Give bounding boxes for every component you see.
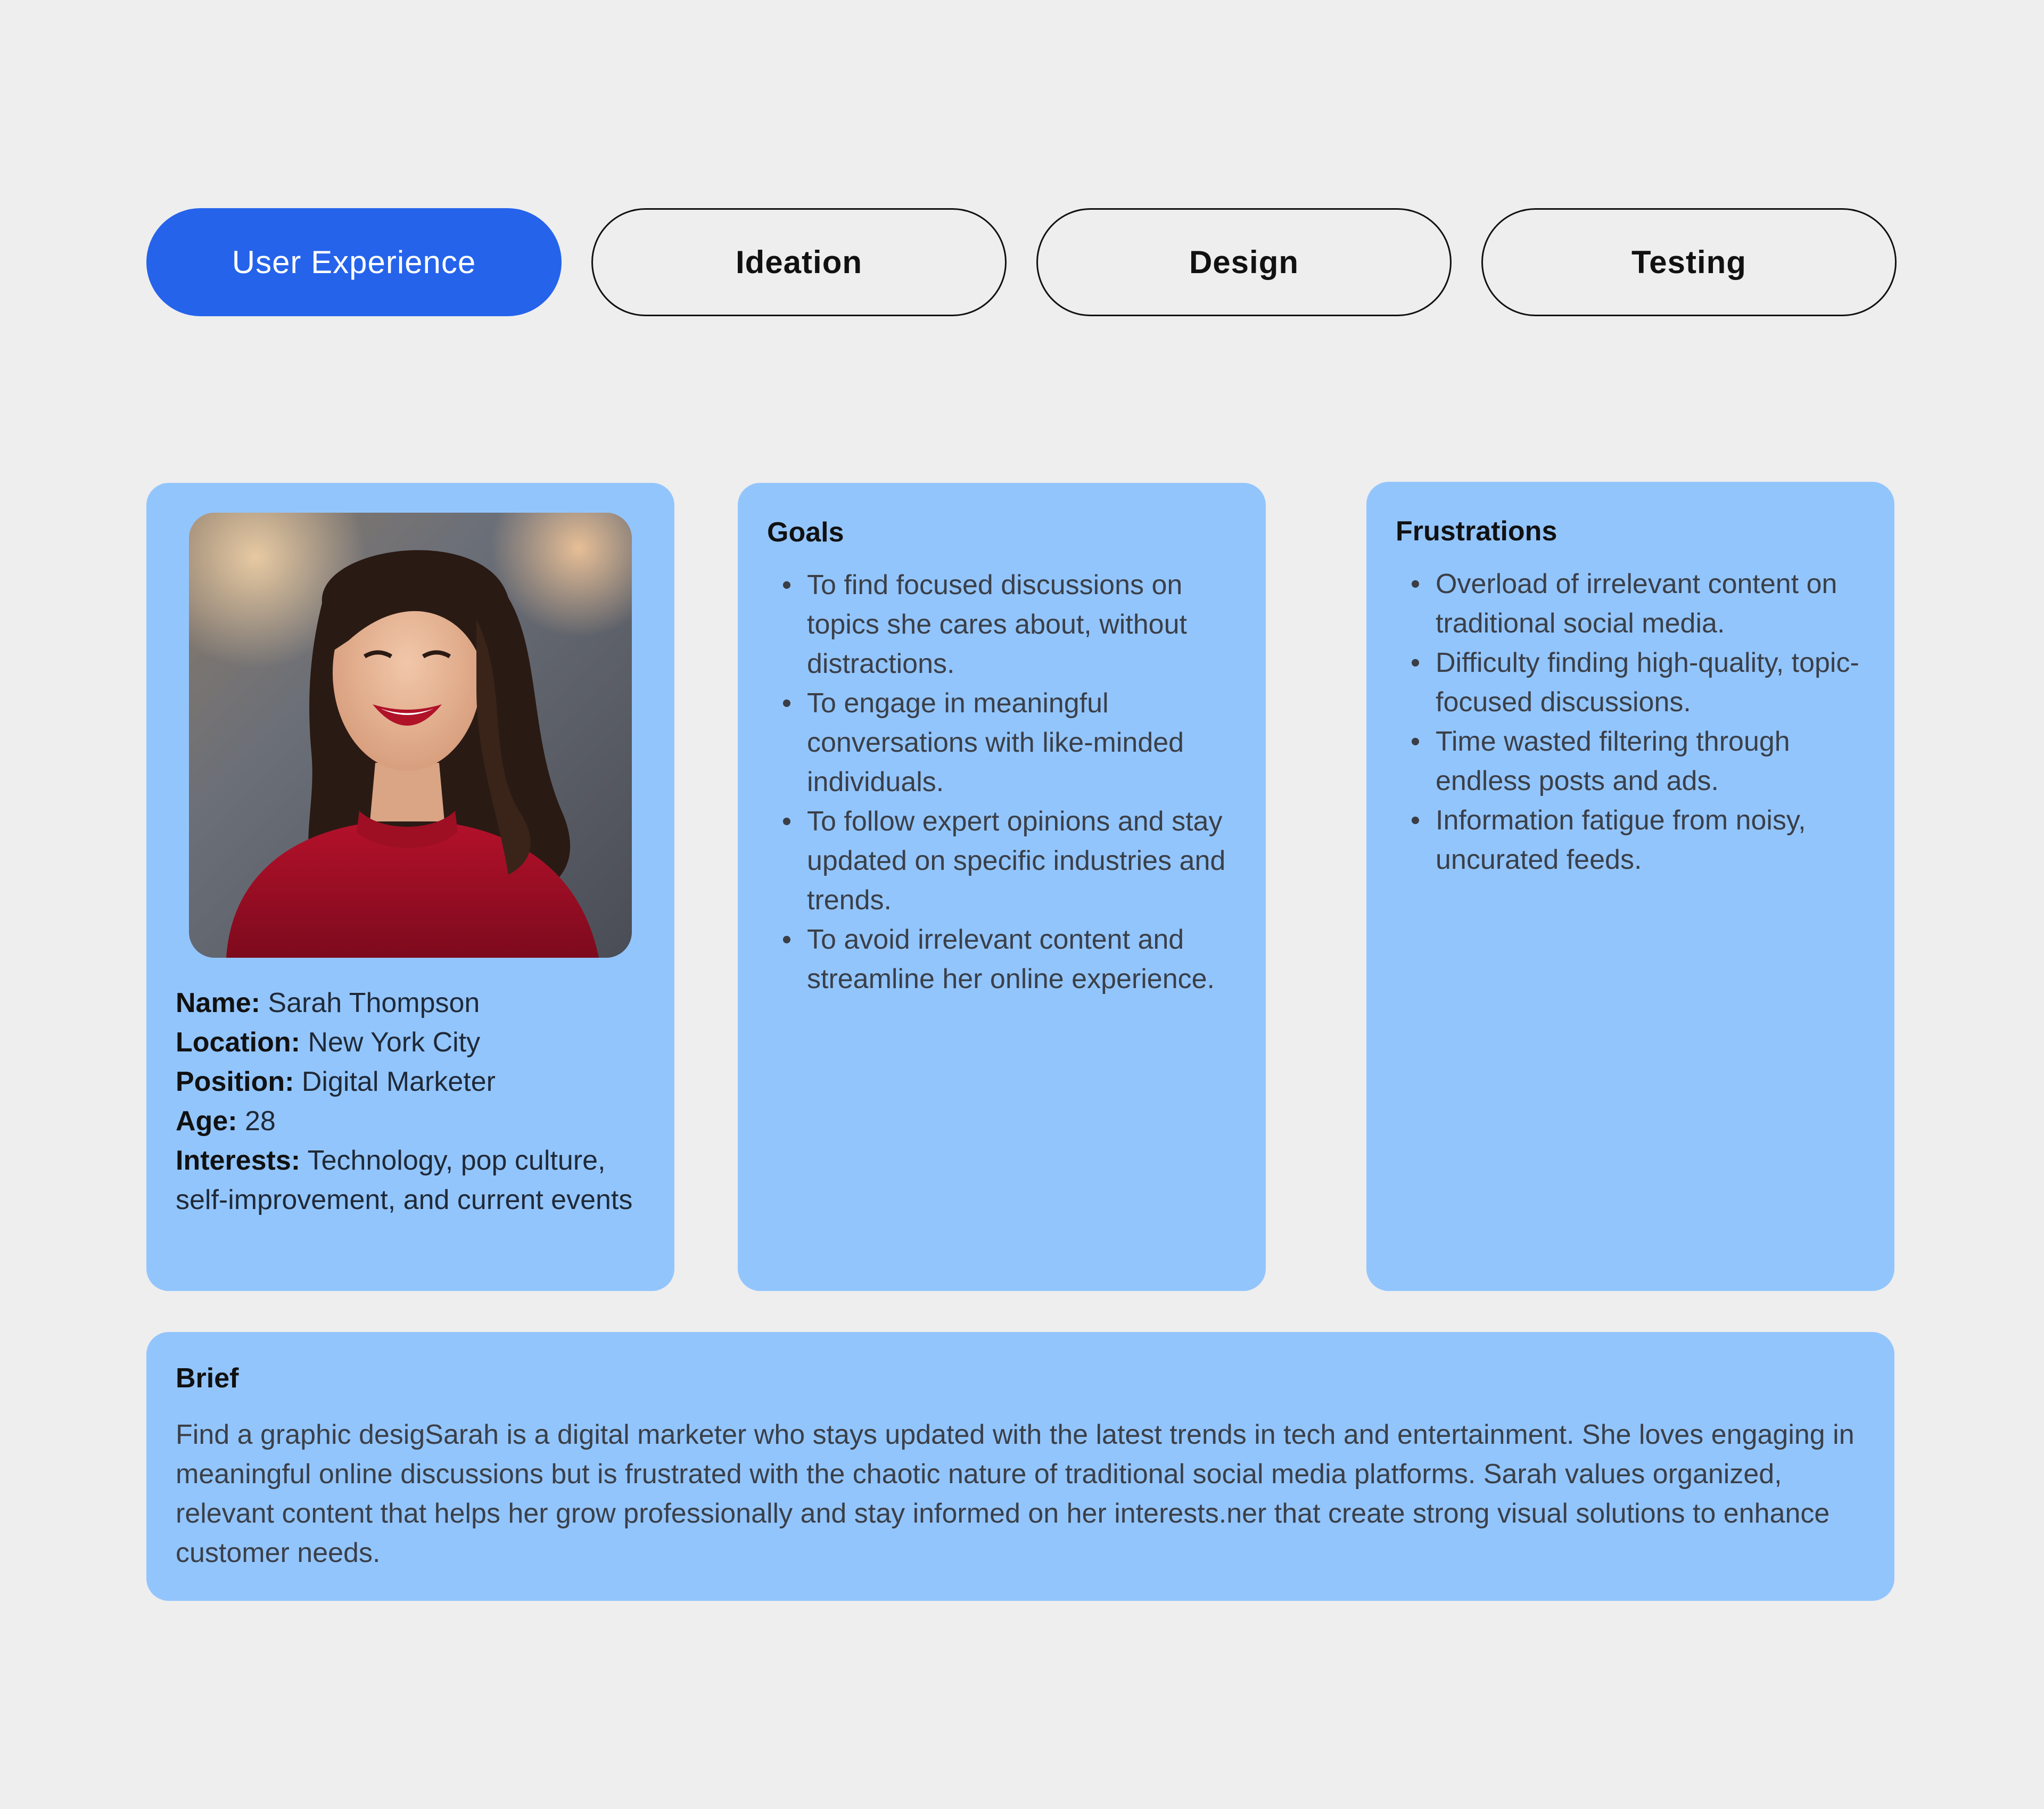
list-item-text: Overload of irrelevant content on traditional social media. [1436, 569, 1837, 639]
list-item-text: To follow expert opinions and stay updated on specific industries and trends. [807, 806, 1226, 916]
list-item-text: To engage in meaningful conversations with like-minded individuals. [807, 688, 1184, 797]
profile-interests [176, 1141, 655, 1220]
frustrations-list [1396, 564, 1864, 879]
list-item [767, 684, 1235, 802]
field-value: Technology, pop culture, self-improvement, and current events [176, 1145, 633, 1215]
field-label: Age: [176, 1106, 237, 1137]
list-item-text: To avoid irrelevant content and streamline her online experience. [807, 924, 1215, 994]
brief-text: Find a graphic desigSarah is a digital marketer who stays updated with the latest trends in tech and entertainment. She loves engaging in meaningful online discussions but is frustrated with the chaotic nature of traditional social media platforms. Sarah values organized, relevant content that helps her grow professionally and stay informed on her interests.ner that create strong visual solutions to enhance customer needs. [176, 1419, 1855, 1568]
list-item-text: To find focused discussions on topics she cares about, without distractions. [807, 570, 1187, 679]
list-item [1396, 801, 1864, 879]
tab-user-experience[interactable]: User Experience [146, 208, 562, 316]
profile-name [176, 983, 655, 1023]
profile-location [176, 1023, 655, 1062]
goals-list [767, 565, 1235, 999]
profile-age [176, 1101, 655, 1141]
field-label: Location: [176, 1027, 300, 1058]
field-value: 28 [245, 1106, 276, 1137]
bullet-icon: • [781, 570, 792, 601]
list-item [1396, 722, 1864, 801]
bullet-icon: • [781, 806, 792, 837]
goals-title: Goals [767, 517, 844, 548]
list-item-text: Information fatigue from noisy, uncurated feeds. [1436, 805, 1806, 875]
bullet-icon: • [781, 688, 792, 719]
bullet-icon: • [1410, 805, 1421, 836]
field-value: Digital Marketer [301, 1066, 496, 1097]
list-item [767, 565, 1235, 684]
list-item-text: Difficulty finding high-quality, topic-focused discussions. [1436, 647, 1859, 718]
profile-card [146, 483, 674, 1291]
bullet-icon: • [1410, 726, 1421, 757]
bullet-icon: • [1410, 647, 1421, 678]
bullet-icon: • [1410, 569, 1421, 599]
brief-card [146, 1332, 1894, 1601]
list-item-text: Time wasted filtering through endless posts and ads. [1436, 726, 1790, 796]
list-item [1396, 564, 1864, 643]
frustrations-card [1366, 482, 1894, 1291]
tab-design[interactable]: Design [1036, 208, 1452, 316]
tab-ideation[interactable]: Ideation [591, 208, 1007, 316]
tab-testing[interactable]: Testing [1481, 208, 1897, 316]
profile-photo [189, 513, 632, 958]
field-label: Interests: [176, 1145, 301, 1176]
field-value: New York City [308, 1027, 481, 1058]
list-item [767, 920, 1235, 999]
list-item [1396, 643, 1864, 722]
goals-card [738, 483, 1266, 1291]
frustrations-title: Frustrations [1396, 516, 1557, 547]
field-value: Sarah Thompson [268, 988, 480, 1018]
list-item [767, 802, 1235, 920]
profile-fields [176, 983, 655, 1220]
tab-bar [146, 208, 1898, 316]
bullet-icon: • [781, 924, 792, 955]
brief-title: Brief [176, 1363, 239, 1394]
portrait-illustration [189, 513, 632, 958]
field-label: Name: [176, 988, 260, 1018]
profile-position [176, 1062, 655, 1101]
field-label: Position: [176, 1066, 294, 1097]
